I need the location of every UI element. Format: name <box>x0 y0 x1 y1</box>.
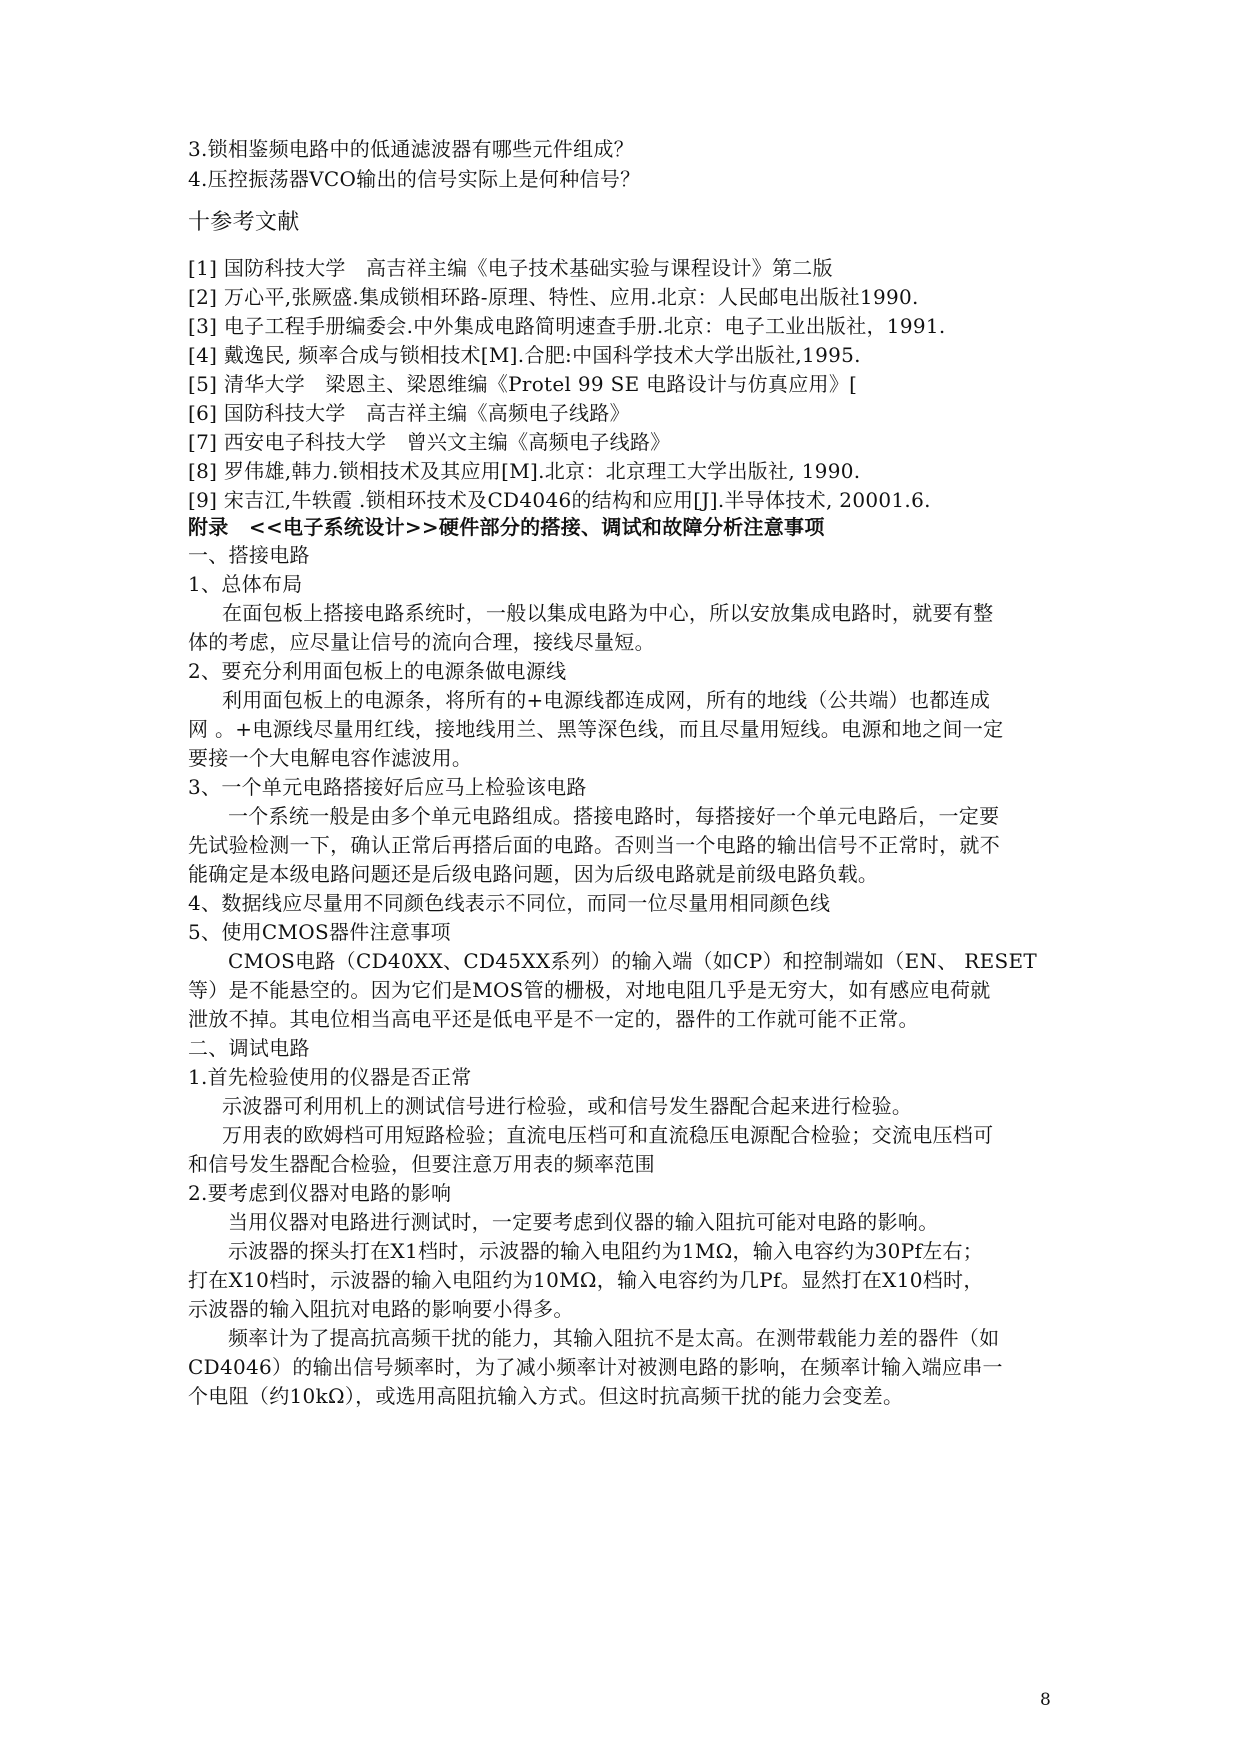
paragraph-line: 和信号发生器配合检验，但要注意万用表的频率范围 <box>188 1152 655 1176</box>
subsection-heading: 5、使用CMOS器件注意事项 <box>188 920 451 944</box>
paragraph-line: 万用表的欧姆档可用短路检验；直流电压档可和直流稳压电源配合检验；交流电压档可 <box>222 1123 994 1147</box>
subsection-heading: 3、一个单元电路搭接好后应马上检验该电路 <box>188 775 587 799</box>
reference-9: [9] 宋吉江,牛轶霞 .锁相环技术及CD4046的结构和应用[J].半导体技术, 20001.6. <box>188 488 931 512</box>
paragraph-line: 当用仪器对电路进行测试时，一定要考虑到仪器的输入阻抗可能对电路的影响。 <box>228 1210 939 1234</box>
subsection-heading: 2.要考虑到仪器对电路的影响 <box>188 1181 452 1205</box>
paragraph-line: 在面包板上搭接电路系统时，一般以集成电路为中心，所以安放集成电路时，就要有整 <box>222 601 994 625</box>
section-heading: 二、调试电路 <box>188 1036 310 1060</box>
paragraph-line: 一个系统一般是由多个单元电路组成。搭接电路时，每搭接好一个单元电路后，一定要 <box>228 804 1000 828</box>
subsection-heading: 1.首先检验使用的仪器是否正常 <box>188 1065 472 1089</box>
paragraph-line: CMOS电路（CD40XX、CD45XX系列）的输入端（如CP）和控制端如（EN、 RESET <box>228 949 1038 973</box>
question-3: 3.锁相鉴频电路中的低通滤波器有哪些元件组成？ <box>188 137 634 161</box>
paragraph-line: 打在X10档时，示波器的输入电阻约为10MΩ，输入电容约为几Pf。显然打在X10档时， <box>188 1268 984 1292</box>
reference-7: [7] 西安电子科技大学 曾兴文主编《高频电子线路》 <box>188 430 671 454</box>
paragraph-line: 等）是不能悬空的。因为它们是MOS管的栅极，对地电阻几乎是无穷大，如有感应电荷就 <box>188 978 991 1002</box>
paragraph-line: 示波器可利用机上的测试信号进行检验，或和信号发生器配合起来进行检验。 <box>222 1094 913 1118</box>
paragraph-line: 体的考虑，应尽量让信号的流向合理，接线尽量短。 <box>188 630 655 654</box>
paragraph-line: 能确定是本级电路问题还是后级电路问题，因为后级电路就是前级电路负载。 <box>188 862 879 886</box>
reference-1: [1] 国防科技大学 高吉祥主编《电子技术基础实验与课程设计》第二版 <box>188 256 833 280</box>
page-number: 8 <box>1040 1690 1051 1710</box>
paragraph-line: 频率计为了提高抗高频干扰的能力，其输入阻抗不是太高。在测带载能力差的器件（如 <box>228 1326 1000 1350</box>
paragraph-line: 示波器的输入阻抗对电路的影响要小得多。 <box>188 1297 574 1321</box>
paragraph-line: 个电阻（约10kΩ），或选用高阻抗输入方式。但这时抗高频干扰的能力会变差。 <box>188 1384 904 1408</box>
paragraph-line: 网 。+电源线尽量用红线，接地线用兰、黑等深色线，而且尽量用短线。电源和地之间一定 <box>188 717 1004 741</box>
reference-3: [3] 电子工程手册编委会.中外集成电路简明速查手册.北京：电子工业出版社，1991. <box>188 314 946 338</box>
paragraph-line: 泄放不掉。其电位相当高电平还是低电平是不一定的，器件的工作就可能不正常。 <box>188 1007 919 1031</box>
subsection-heading: 2、要充分利用面包板上的电源条做电源线 <box>188 659 567 683</box>
appendix-heading: 附录 <<电子系统设计>>硬件部分的搭接、调试和故障分析注意事项 <box>188 515 825 539</box>
reference-6: [6] 国防科技大学 高吉祥主编《高频电子线路》 <box>188 401 630 425</box>
reference-5: [5] 清华大学 梁恩主、梁恩维编《Protel 99 SE 电路设计与仿真应用》[ <box>188 372 858 396</box>
paragraph-line: 利用面包板上的电源条，将所有的+电源线都连成网，所有的地线（公共端）也都连成 <box>222 688 991 712</box>
paragraph-line: CD4046）的输出信号频率时，为了减小频率计对被测电路的影响，在频率计输入端应串一 <box>188 1355 1003 1379</box>
section-heading: 一、搭接电路 <box>188 543 310 567</box>
subsection-heading: 4、数据线应尽量用不同颜色线表示不同位，而同一位尽量用相同颜色线 <box>188 891 831 915</box>
paragraph-line: 要接一个大电解电容作滤波用。 <box>188 746 473 770</box>
subsection-heading: 1、总体布局 <box>188 572 303 596</box>
question-4: 4.压控振荡器VCO输出的信号实际上是何种信号？ <box>188 167 641 191</box>
reference-8: [8] 罗伟雄,韩力.锁相技术及其应用[M].北京：北京理工大学出版社, 1990. <box>188 459 861 483</box>
reference-2: [2] 万心平,张厥盛.集成锁相环路-原理、特性、应用.北京：人民邮电出版社1990. <box>188 285 919 309</box>
reference-4: [4] 戴逸民, 频率合成与锁相技术[M].合肥:中国科学技术大学出版社,1995. <box>188 343 861 367</box>
paragraph-line: 示波器的探头打在X1档时，示波器的输入电阻约为1MΩ，输入电容约为30Pf左右； <box>228 1239 984 1263</box>
paragraph-line: 先试验检测一下，确认正常后再搭后面的电路。否则当一个电路的输出信号不正常时，就不 <box>188 833 1000 857</box>
references-heading: 十参考文献 <box>188 210 300 235</box>
